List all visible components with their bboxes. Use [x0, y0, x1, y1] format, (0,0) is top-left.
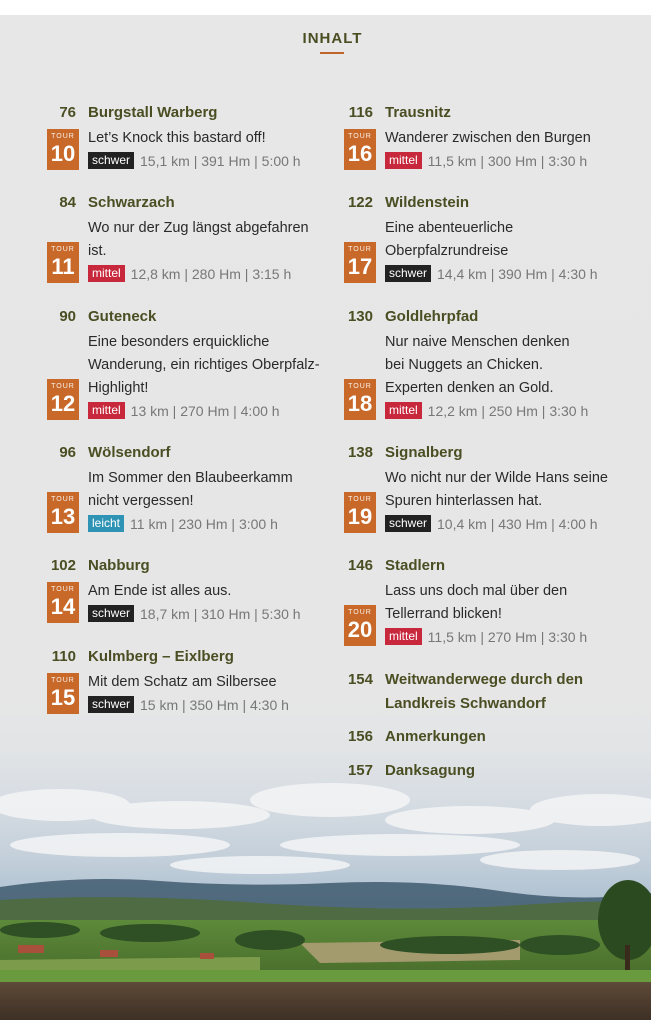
entry-subtitle: Wo nicht nur der Wilde Hans seine Spuren hinterlassen hat. — [385, 470, 608, 509]
entry-stats: 12,2 km | 250 Hm | 3:30 h — [427, 402, 589, 419]
entry-stats: 15,1 km | 391 Hm | 5:00 h — [140, 152, 301, 169]
page-number: 154 — [347, 671, 373, 688]
entry-subtitle: Eine abenteuerliche Oberpfalzrundreise — [385, 220, 514, 259]
page-number: 130 — [347, 308, 373, 325]
entry-title: Wildenstein — [385, 194, 470, 211]
tour-badge — [344, 129, 376, 170]
tour-number: 11 — [51, 254, 75, 279]
tour-number: 19 — [347, 504, 373, 529]
page-number: 90 — [59, 308, 76, 325]
entry-subtitle: Wo nur der Zug längst abgefahren ist. — [88, 220, 309, 259]
tour-badge — [47, 379, 79, 420]
entry-title: Guteneck — [88, 308, 157, 325]
page-number: 110 — [51, 648, 76, 665]
difficulty-badge: schwer — [88, 152, 134, 169]
tour-number: 20 — [347, 617, 373, 642]
entry-stats: 12,8 km | 280 Hm | 3:15 h — [130, 265, 292, 282]
page-number: 157 — [347, 762, 373, 779]
page-number: 156 — [347, 728, 373, 745]
tour-number: 13 — [50, 504, 76, 529]
tour-label: TOUR — [348, 496, 372, 503]
difficulty-badge: leicht — [88, 515, 124, 532]
page-number: 138 — [347, 444, 373, 461]
difficulty-badge: schwer — [88, 605, 134, 622]
entry-stats: 18,7 km | 310 Hm | 5:30 h — [140, 605, 301, 622]
difficulty-badge: mittel — [385, 152, 422, 169]
entry-title: Wölsendorf — [88, 444, 171, 461]
page-number: 122 — [347, 194, 373, 211]
tour-number: 15 — [50, 685, 76, 710]
entry-meta — [88, 402, 280, 419]
tour-badge — [47, 582, 79, 623]
entry-title: Kulmberg – Eixlberg — [88, 648, 234, 665]
tour-label: TOUR — [51, 133, 75, 140]
tour-label: TOUR — [348, 133, 372, 140]
tour-label: TOUR — [51, 677, 75, 684]
page-number: 116 — [348, 104, 373, 121]
tour-badge — [47, 492, 79, 533]
difficulty-badge: schwer — [385, 265, 431, 282]
entry-meta — [385, 402, 588, 419]
entry-title: Weitwanderwege durch den — [385, 671, 584, 688]
entry-title: Burgstall Warberg — [88, 104, 218, 121]
entry-meta — [88, 696, 289, 713]
page-number: 146 — [347, 557, 373, 574]
entry-meta — [385, 515, 598, 532]
entry-title: Danksagung — [385, 762, 476, 779]
entry-meta — [88, 515, 278, 532]
entry-subtitle: Nur naive Menschen denken bei Nuggets an Chicken. Experten denken an Gold. — [385, 334, 570, 396]
page-number: 76 — [59, 104, 76, 121]
tour-label: TOUR — [348, 609, 372, 616]
tour-number: 10 — [50, 141, 76, 166]
entry-meta — [385, 265, 598, 282]
entry-meta — [385, 152, 587, 169]
entry-subtitle: Am Ende ist alles aus. — [88, 583, 232, 599]
entry-title: Signalberg — [385, 444, 463, 461]
difficulty-badge: mittel — [88, 402, 125, 419]
entry-subtitle: Wanderer zwischen den Burgen — [385, 130, 591, 146]
tour-label: TOUR — [348, 246, 372, 253]
entry-stats: 11,5 km | 300 Hm | 3:30 h — [427, 152, 588, 169]
entry-subtitle: Let’s Knock this bastard off! — [88, 130, 266, 146]
entry-title: Schwarzach — [88, 194, 175, 211]
tour-badge — [47, 129, 79, 170]
title-underline — [320, 52, 344, 54]
entry-title-line2: Landkreis Schwandorf — [385, 695, 546, 712]
page-number: 84 — [59, 194, 76, 211]
tour-badge — [344, 242, 376, 283]
difficulty-badge: schwer — [88, 696, 134, 713]
difficulty-badge: schwer — [385, 515, 431, 532]
tour-number: 12 — [50, 391, 76, 416]
entry-title: Trausnitz — [385, 104, 451, 121]
entry-stats: 14,4 km | 390 Hm | 4:30 h — [437, 265, 598, 282]
entry-meta — [88, 152, 301, 169]
tour-badge — [47, 242, 79, 283]
tour-badge — [344, 492, 376, 533]
tour-badge — [47, 673, 79, 714]
entry-title: Anmerkungen — [385, 728, 486, 745]
entry-stats: 15 km | 350 Hm | 4:30 h — [140, 696, 289, 713]
entry-stats: 11,5 km | 270 Hm | 3:30 h — [427, 628, 588, 645]
toc-entry[interactable] — [347, 728, 637, 748]
difficulty-badge: mittel — [385, 628, 422, 645]
entry-subtitle: Eine besonders erquickliche Wanderung, ein richtiges Oberpfalz-Highlight! — [88, 334, 320, 396]
toc-entry[interactable] — [347, 671, 637, 717]
tour-number: 16 — [347, 141, 373, 166]
entry-stats: 10,4 km | 430 Hm | 4:00 h — [437, 515, 598, 532]
entry-stats: 11 km | 230 Hm | 3:00 h — [130, 515, 278, 532]
tour-number: 17 — [347, 254, 373, 279]
entry-subtitle: Lass uns doch mal über den Tellerrand blicken! — [385, 583, 568, 622]
tour-badge — [344, 379, 376, 420]
entry-meta — [88, 265, 291, 282]
entry-subtitle: Mit dem Schatz am Silbersee — [88, 674, 277, 690]
entry-stats: 13 km | 270 Hm | 4:00 h — [130, 402, 280, 419]
difficulty-badge: mittel — [385, 402, 422, 419]
entry-title: Stadlern — [385, 557, 446, 574]
toc-entry[interactable] — [347, 762, 637, 782]
entry-meta — [385, 628, 587, 645]
tour-label: TOUR — [51, 496, 75, 503]
page-title: INHALT — [302, 30, 363, 47]
tour-badge — [344, 605, 376, 646]
entry-title: Goldlehrpfad — [385, 308, 479, 325]
tour-number: 14 — [50, 594, 76, 619]
page-number: 96 — [59, 444, 76, 461]
difficulty-badge: mittel — [88, 265, 125, 282]
tour-label: TOUR — [348, 383, 372, 390]
tour-number: 18 — [347, 391, 373, 416]
entry-subtitle: Im Sommer den Blaubeerkamm nicht vergessen! — [88, 470, 293, 509]
entry-title: Nabburg — [88, 557, 150, 574]
tour-label: TOUR — [51, 246, 75, 253]
tour-label: TOUR — [51, 586, 75, 593]
page-number: 102 — [50, 557, 76, 574]
entry-meta — [88, 605, 301, 622]
tour-label: TOUR — [51, 383, 75, 390]
